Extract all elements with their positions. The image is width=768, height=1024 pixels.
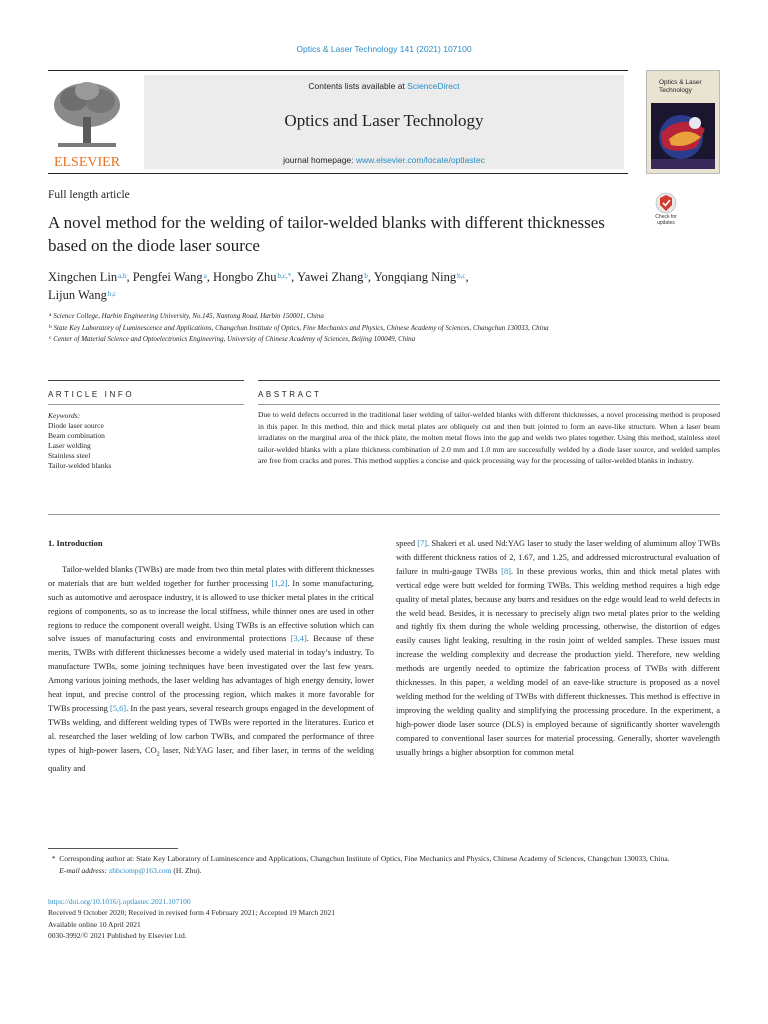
masthead-box [144,75,624,169]
affiliations [48,311,668,346]
journal-cover[interactable] [646,70,720,174]
divider [48,404,244,405]
online-date: Available online 10 April 2021 [48,919,141,929]
abstract-text: Due to weld defects occurred in the traditional laser welding of tailor-welded blanks with different thicknesses, a novel processing method is proposed in this paper. In this method, thin and thick metal plates are obliquely cut and then butt jointed to form an eave-like structure. When a laser beam irradiates on the marginal area of the thick plate, the molten metal flows into the gap and welds two plates together. Using this method, stainless steel tailor-welded blanks with a plate thickness combination of 2.0 mm and 1.0 mm are successfully welded by a diode laser source, and welded samples are free from cracks and pores. This method supplies a concise and quick processing way for the processing of tailor-welded blanks in industry. [258,410,720,466]
divider [258,404,720,405]
citation-link[interactable]: [8] [501,566,511,576]
keyword: Diode laser source [48,421,104,430]
contents-line: Contents lists available at ScienceDirect [308,81,460,91]
email-link[interactable]: zhbciomp@163.com [108,865,172,875]
corresponding-author-note: * Corresponding author at: State Key Laboratory of Luminescence and Applications, Changchun Institute of Optics, Fine Mechanics and Physics, Chinese Academy of Sciences, Changchun 130033, China. [51,854,670,863]
journal-reference[interactable]: Optics & Laser Technology 141 (2021) 107100 [296,44,472,54]
keyword: Laser welding [48,441,91,450]
affiliation: $^b$ State Key Laboratory of Luminescence and Applications, Changchun Institute of Optics, Fine Mechanics and Physics, Chinese Academy of Sciences, Changchun 130033, China [49,323,549,332]
author[interactable]: Pengfei Wang$^a$ [132,270,207,284]
article-info-heading: ARTICLE INFO [48,390,135,399]
divider [48,514,720,515]
keyword: Tailor-welded blanks [48,461,112,470]
divider [258,380,720,381]
divider [48,380,244,381]
author[interactable]: Lijun Wang$^{b,c}$ [48,288,117,302]
section-heading: 1. Introduction [48,538,103,548]
cover-artwork [651,103,715,169]
journal-homepage-link[interactable]: www.elsevier.com/locate/optlastec [355,155,485,165]
footnotes [48,853,720,876]
elsevier-tree-logo[interactable] [48,77,126,171]
journal-masthead [48,70,628,174]
affiliation: $^c$ Center of Material Science and Optoelectronics Engineering, University of Chinese Academy of Sciences, Beijing 100049, China [49,335,416,343]
citation-link[interactable]: [7] [417,539,428,548]
abstract-heading: ABSTRACT [258,390,322,399]
elsevier-wordmark: ELSEVIER [53,155,121,170]
paragraph: speed [7]. Shakeri et al. used Nd:YAG laser to study the laser welding of aluminum alloy TWBs with different thickness ratios of 2, 1.67, and 1.25, and addressed microstructural evaluation of failure in multi-gauge TWBs [8]. In these previous works, thin and thick metal plates with vertical edge were butt welded for forming TWBs. This welding method requires a high edge quality of metal plates, because any burrs and residues on the edge would lead to weld defects in the weld bead. Besides, it is necessary to precisely align two metal plates prior to the welding and tightly fix them during the whole welding processing, otherwise, the distortion of edges easily causes light leaking, resulting in the rosin joint of welded samples. These issues must increase the welding complexity and decrease the production yield. Therefore, new welding methods are urgently needed to optimize the fabrication process of TWBs with different thicknesses. In this paper, a welding model of an eave-like structure is proposed as a novel welding method for the welding of TWBs with different thicknesses. This method is effective in improving the welding quality and simplifying the processing procedure. In the experiment, a high-power diode laser source (DLS) is employed because of significantly shorter wavelength compared to conventional laser sources for material processing. Generally, shorter wavelength usually brings a higher absorption for common metal [396,539,720,757]
paragraph: Tailor-welded blanks (TWBs) are made from two thin metal plates with different thicknesses or materials that are butt welded together for further processing [1,2]. In some manufacturing, such as automotive and aerospace industry, it is allowed to use thicker metal plates in the critical regions of components, so as to increase the local stiffness, while thinner ones are used in other regions to reduce the component overall weight. Using TWBs is an effective solution which can solve issues of manufacturing costs and environmental protections [3,4]. Because of these merits, TWBs with different thicknesses become a widely used material in today’s industry. To manufacture TWBs, some joining techniques have been investigated over the last few years. Among various joining methods, the laser welding has advantages of high energy density, lower heat input, and precise control of the processing region, which makes it more favorable for TWBs processing [5,6]. In the past years, several research groups engaged in the development of TWBs welding, and different welding types of TWBs were reported in the literatures. Eurico et al. researched the laser welding of low carbon TWBs, and compared the performance of three types of high-power lasers, $CO_2$ laser, Nd:YAG laser, and fiber laser, in terms of the welding quality and [48,564,374,774]
publication-info [48,896,720,942]
author[interactable]: Xingchen Lin$^{a,b}$ [48,270,127,284]
citation-link[interactable]: [1,2] [271,578,288,588]
check-for-updates-badge[interactable] [646,192,686,230]
citation-link[interactable]: [5,6] [110,703,127,713]
cover-title: Optics & Laser Technology [659,79,702,94]
author-list: Xingchen Lin$^{a,b}$, Pengfei Wang$^a$, Hongbo Zhu$^{b,c,*}$, Yawei Zhang$^b$, Yongqiang Ning$^{b,c}$, Lijun Wang$^{b,c}$ [48,270,469,302]
homepage-line: journal homepage: www.elsevier.com/locate/optlastec [283,155,485,165]
email-note: E-mail address: zhbciomp@163.com (H. Zhu). [59,865,202,875]
article-title: A novel method for the welding of tailor-welded blanks with different thicknesses based on the diode laser source [48,213,605,255]
footnote-divider [48,848,178,849]
affiliation: $^a$ Science College, Harbin Engineering University, No.145, Nantong Road, Harbin 150001, China [49,312,324,320]
keyword: Stainless steel [48,451,91,460]
citation-link[interactable]: [3,4] [290,634,307,644]
doi-link[interactable]: https://doi.org/10.1016/j.optlastec.2021.107100 [48,897,191,906]
sciencedirect-link[interactable]: ScienceDirect [407,81,460,91]
body-column-right [396,537,720,760]
received-dates: Received 9 October 2020; Received in revised form 4 February 2021; Accepted 19 March 2021 [48,908,335,918]
journal-title: Optics and Laser Technology [284,111,484,130]
check-updates-icon [646,192,686,214]
author[interactable]: Hongbo Zhu$^{b,c,*}$ [213,270,292,284]
keywords-label: Keywords: [48,411,81,420]
author[interactable]: Yawei Zhang$^b$ [296,270,368,284]
body-column-left [48,537,374,776]
article-type: Full length article [48,189,130,201]
copyright: 0030-3992/© 2021 Published by Elsevier Ltd. [48,931,187,941]
keywords-list [48,411,238,471]
keyword: Beam combination [48,431,105,440]
author[interactable]: Yongqiang Ning$^{b,c}$ [373,270,466,284]
check-updates-text: Check for updates [655,214,677,226]
